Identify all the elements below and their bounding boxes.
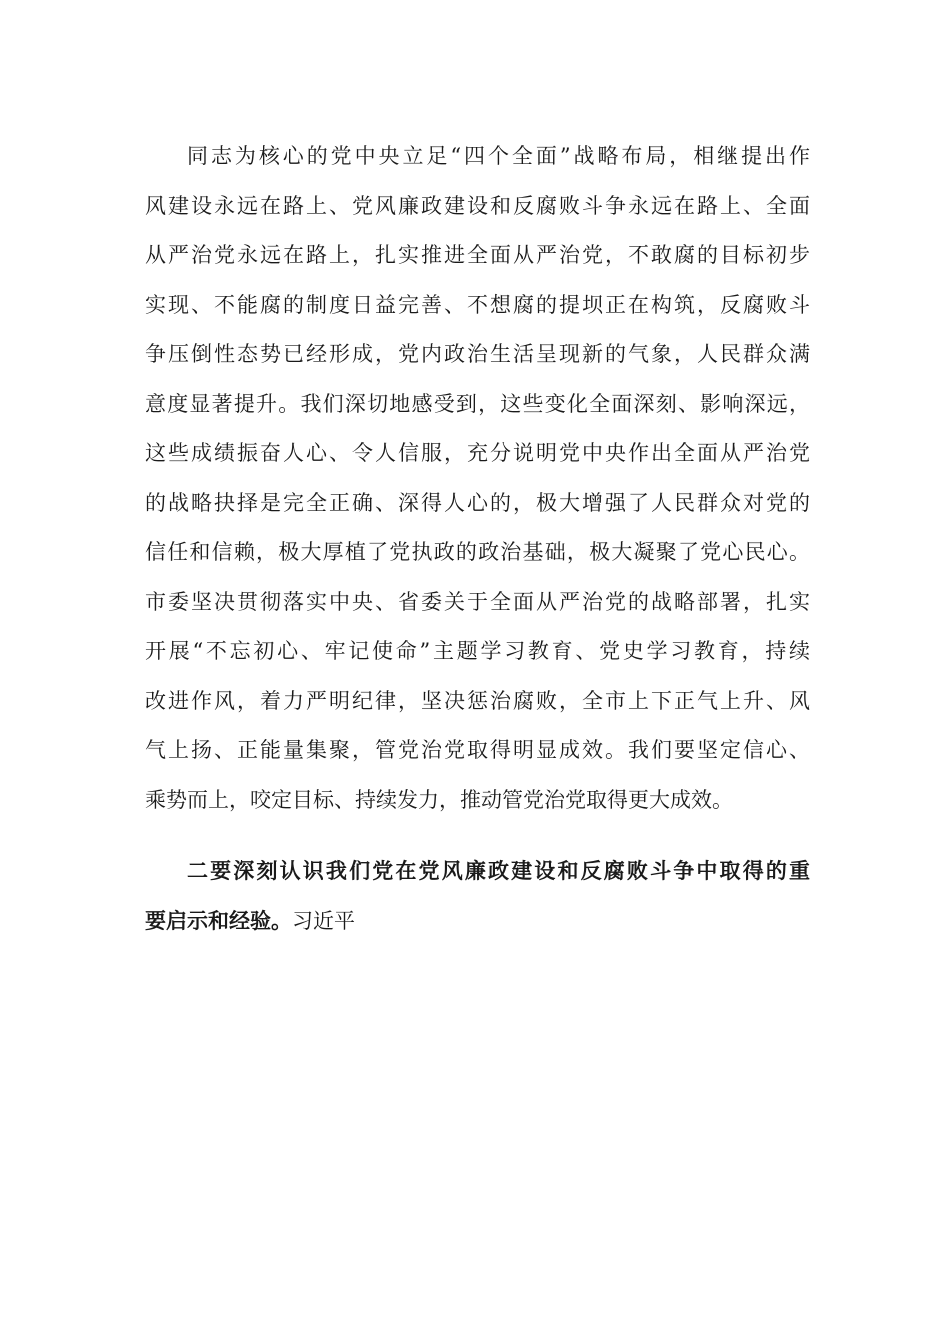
text-line: 实现、不能腐的制度日益完善、不想腐的提坝正在构筑，反腐败斗: [145, 292, 810, 317]
heading-line-end: [145, 896, 810, 946]
text-line: 从严治党永远在路上，扎实推进全面从严治党，不敢腐的目标初步: [145, 243, 810, 267]
heading-text: 要启示和经验。: [145, 907, 292, 933]
paragraph-1: [145, 132, 810, 825]
text-line: 信任和信赖，极大厚植了党执政的政治基础，极大凝聚了党心民心。: [145, 540, 810, 564]
text-line: 乘势而上，咬定目标、持续发力，推动管党治党取得更大成效。: [145, 787, 733, 812]
body-text: 习近平: [292, 908, 355, 933]
text-line: 同志为核心的党中央立足“四个全面”战略布局，相继提出作: [187, 144, 810, 168]
text-line: 改进作风，着力严明纪律，坚决惩治腐败，全市上下正气上升、风: [145, 688, 810, 713]
heading-line: 二要深刻认识我们党在党风廉政建设和反腐败斗争中取得的重: [187, 858, 810, 883]
text-line: 意度显著提升。我们深切地感受到，这些变化全面深刻、影响深远，: [145, 391, 810, 416]
text-line: 争压倒性态势已经形成，党内政治生活呈现新的气象，人民群众满: [145, 342, 810, 366]
text-line: 这些成绩振奋人心、令人信服，充分说明党中央作出全面从严治党: [145, 441, 810, 465]
text-line: 市委坚决贯彻落实中央、省委关于全面从严治党的战略部署，扎实: [145, 589, 810, 614]
text-line: 气上扬、正能量集聚，管党治党取得明显成效。我们要坚定信心、: [145, 738, 810, 762]
paragraph-2: [145, 846, 810, 945]
text-line: 风建设永远在路上、党风廉政建设和反腐败斗争永远在路上、全面: [145, 193, 810, 218]
text-line: 开展“不忘初心、牢记使命”主题学习教育、党史学习教育，持续: [145, 639, 810, 663]
text-line: 的战略抉择是完全正确、深得人心的，极大增强了人民群众对党的: [145, 490, 810, 515]
document-body: [145, 132, 810, 945]
